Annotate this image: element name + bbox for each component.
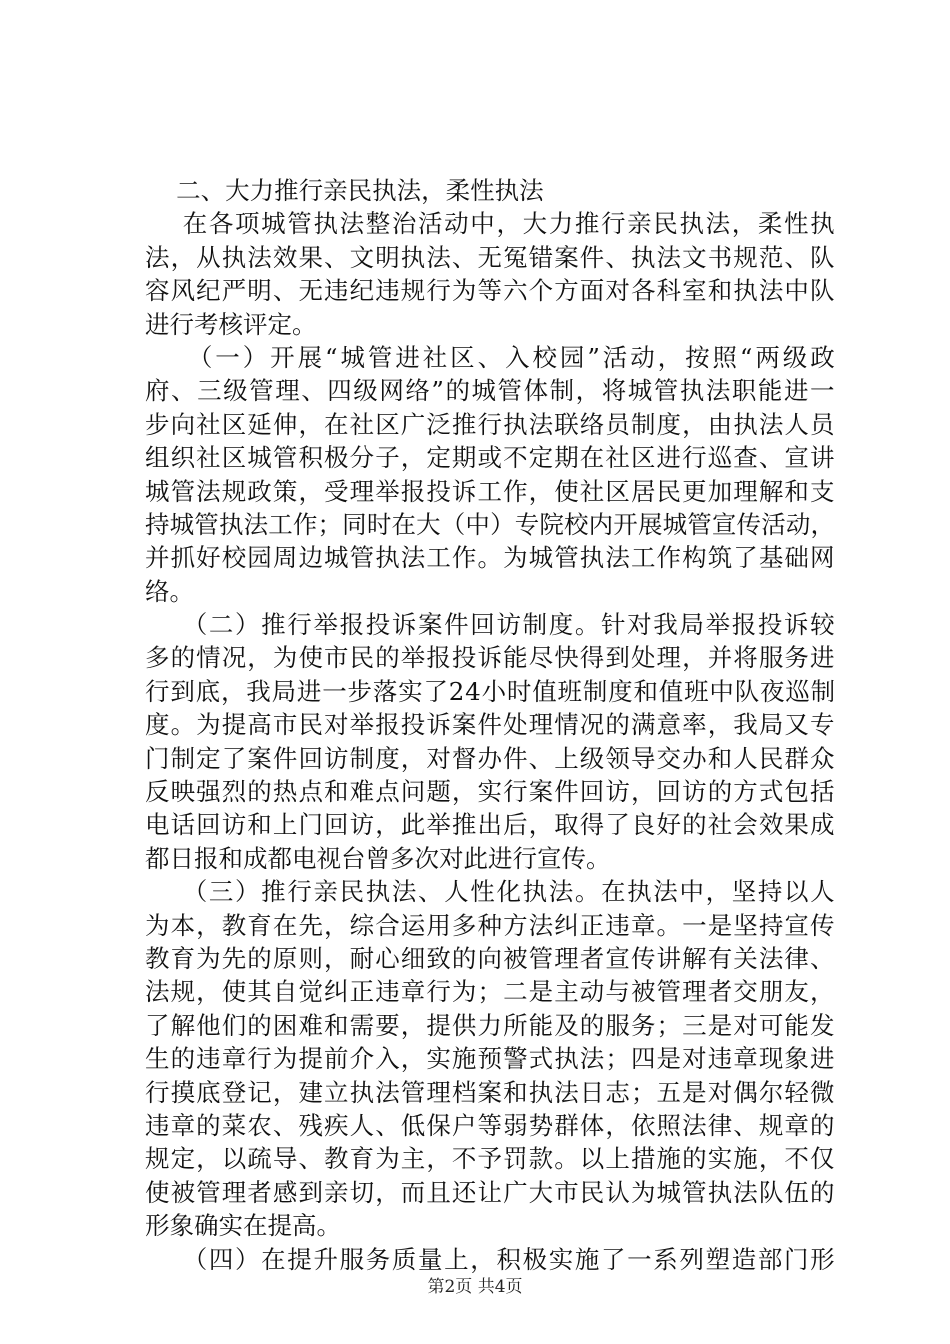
text-line: 电话回访和上门回访，此举推出后，取得了良好的社会效果成: [145, 810, 836, 840]
text-line: 持城管执法工作；同时在大（中）专院校内开展城管宣传活动，: [145, 509, 836, 539]
text-line: 违章的菜农、残疾人、低保户等弱势群体，依照法律、规章的: [145, 1110, 836, 1140]
text-line: 生的违章行为提前介入，实施预警式执法；四是对违章现象进: [145, 1044, 836, 1074]
text-line: 城管法规政策，受理举报投诉工作，使社区居民更加理解和支: [145, 476, 836, 506]
text-line: 度。为提高市民对举报投诉案件处理情况的满意率，我局又专: [145, 710, 836, 740]
text-line: 了解他们的困难和需要，提供力所能及的服务；三是对可能发: [145, 1010, 836, 1040]
paragraph: [145, 875, 835, 1242]
text-line: 反映强烈的热点和难点问题，实行案件回访，回访的方式包括: [145, 777, 836, 807]
text-line: 在各项城管执法整治活动中，大力推行亲民执法，柔性执: [145, 209, 837, 239]
text-line: 为本，教育在先，综合运用多种方法纠正违章。一是坚持宣传: [145, 910, 836, 940]
text-line: 都日报和成都电视台曾多次对此进行宣传。: [145, 843, 611, 873]
text-line: 教育为先的原则，耐心细致的向被管理者宣传讲解有关法律、: [145, 943, 836, 973]
text-line: 形象确实在提高。: [145, 1211, 341, 1241]
text-line: 使被管理者感到亲切，而且还让广大市民认为城管执法队伍的: [145, 1177, 836, 1207]
document-body: [145, 174, 838, 1276]
text-line: 行到底，我局进一步落实了24小时值班制度和值班中队夜巡制: [145, 676, 836, 706]
text-line: 络。: [145, 576, 194, 606]
text-line: 步向社区延伸，在社区广泛推行执法联络员制度，由执法人员: [145, 409, 836, 439]
text-line: 并抓好校园周边城管执法工作。为城管执法工作构筑了基础网: [145, 543, 836, 573]
text-line: （二）推行举报投诉案件回访制度。针对我局举报投诉较: [145, 610, 837, 640]
paragraph: [145, 1243, 835, 1276]
text-line: 府、三级管理、四级网络”的城管体制，将城管执法职能进一: [145, 376, 837, 406]
paragraph: [145, 608, 835, 875]
text-line: 容风纪严明、无违纪违规行为等六个方面对各科室和执法中队: [145, 276, 836, 306]
text-line: 二、大力推行亲民执法，柔性执法: [145, 176, 544, 205]
paragraph: [145, 207, 835, 341]
text-line: 规定，以疏导、教育为主，不予罚款。以上措施的实施，不仅: [145, 1144, 836, 1174]
text-line: 多的情况，为使市民的举报投诉能尽快得到处理，并将服务进: [145, 643, 836, 673]
page-number-footer: 第2页 共4页: [427, 1277, 523, 1297]
text-line: 行摸底登记，建立执法管理档案和执法日志；五是对偶尔轻微: [145, 1077, 836, 1107]
paragraph: [145, 174, 835, 207]
text-line: 法，从执法效果、文明执法、无冤错案件、执法文书规范、队: [145, 242, 836, 272]
text-line: （三）推行亲民执法、人性化执法。在执法中，坚持以人: [145, 877, 837, 907]
text-line: 法规，使其自觉纠正违章行为；二是主动与被管理者交朋友，: [145, 977, 836, 1007]
paragraph: [145, 341, 838, 608]
text-line: 进行考核评定。: [145, 309, 317, 339]
text-line: （四）在提升服务质量上，积极实施了一系列塑造部门形: [145, 1244, 837, 1274]
text-line: 门制定了案件回访制度，对督办件、上级领导交办和人民群众: [145, 743, 836, 773]
text-line: 组织社区城管积极分子，定期或不定期在社区进行巡查、宣讲: [145, 443, 836, 473]
text-line: （一）开展“城管进社区、入校园”活动，按照“两级政: [145, 342, 838, 372]
